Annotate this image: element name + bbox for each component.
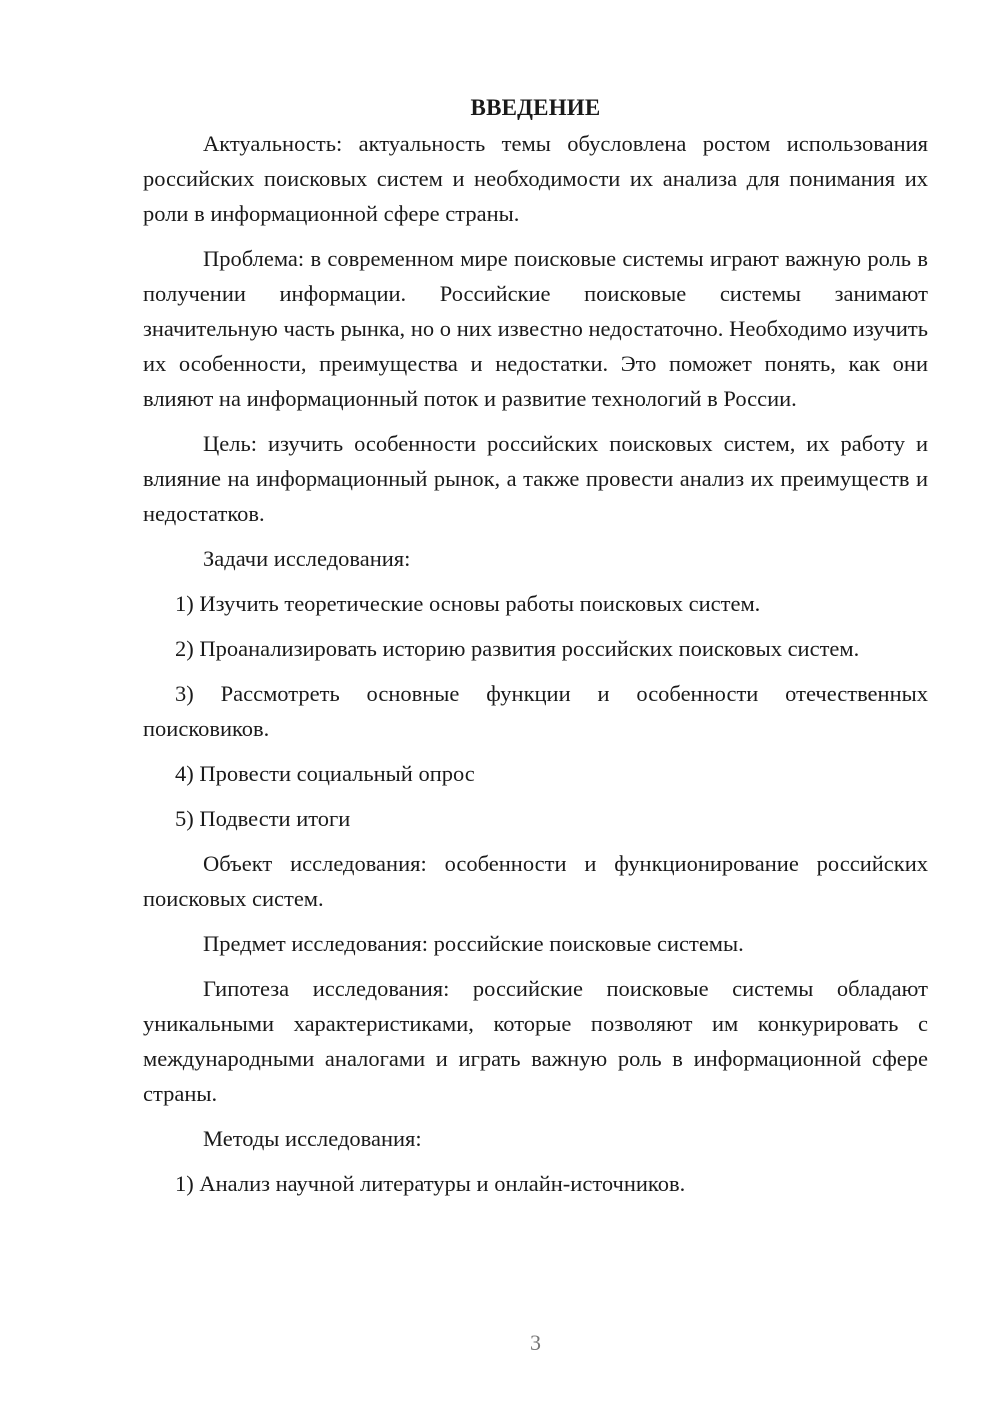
tasks-heading: Задачи исследования: xyxy=(203,546,411,571)
hypothesis-paragraph: Гипотеза исследования: российские поисковые системы обладают уникальными характеристиками, которые позволяют им конкурировать с международными аналогами и играть важную роль в информационной сфере страны. xyxy=(143,976,928,1106)
goal-paragraph: Цель: изучить особенности российских поисковых систем, их работу и влияние на информационный рынок, а также провести анализ их преимуществ и недостатков. xyxy=(143,431,928,526)
task-item: 3) Рассмотреть основные функции и особенности отечественных поисковиков. xyxy=(143,681,928,741)
task-item: 4) Провести социальный опрос xyxy=(175,761,475,786)
problem-paragraph: Проблема: в современном мире поисковые системы играют важную роль в получении информации. Российские поисковые системы занимают значительную часть рынка, но о них известно недостаточно. Необходимо изучить их особенности, преимущества и недостатки. Это поможет понять, как они влияют на информационный поток и развитие технологий в России. xyxy=(143,246,928,411)
subject-paragraph: Предмет исследования: российские поисковые системы. xyxy=(203,931,744,956)
task-item: 5) Подвести итоги xyxy=(175,806,351,831)
method-item: 1) Анализ научной литературы и онлайн-источников. xyxy=(175,1171,686,1196)
document-page xyxy=(143,90,928,1211)
task-item: 1) Изучить теоретические основы работы поисковых систем. xyxy=(175,591,761,616)
page-title: ВВЕДЕНИЕ xyxy=(470,95,601,120)
task-item: 2) Проанализировать историю развития российских поисковых систем. xyxy=(175,636,860,661)
object-paragraph: Объект исследования: особенности и функционирование российских поисковых систем. xyxy=(143,851,928,911)
relevance-paragraph: Актуальность: актуальность темы обусловлена ростом использования российских поисковых систем и необходимости их анализа для понимания их роли в информационной сфере страны. xyxy=(143,131,928,226)
methods-heading: Методы исследования: xyxy=(203,1126,422,1151)
page-number: 3 xyxy=(530,1330,541,1355)
